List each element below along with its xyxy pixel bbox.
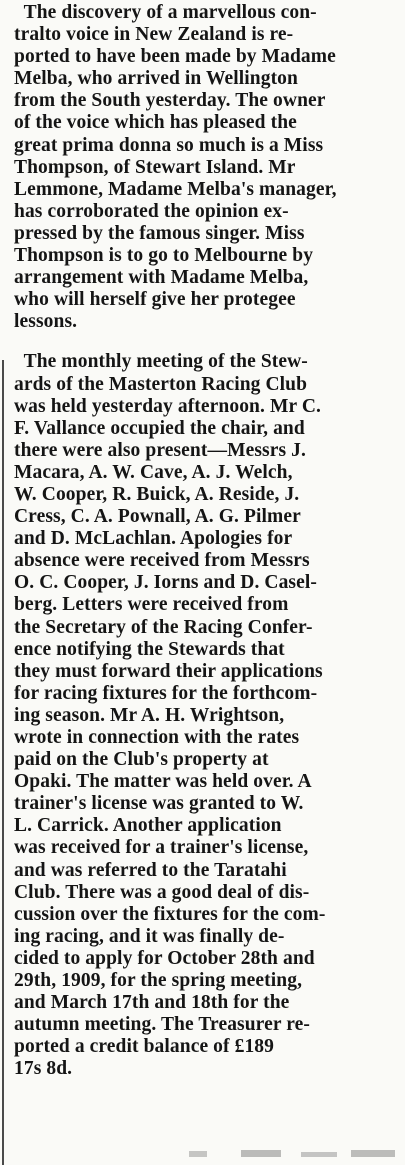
article-line: ence notifying the Stewards that [14, 638, 285, 660]
column-rule [2, 360, 4, 1165]
article-line: Melba, who arrived in Wellington [14, 68, 298, 90]
article-line: and D. McLachlan. Apologies for [14, 528, 293, 550]
article-line: Lemmone, Madame Melba's manager, [14, 178, 337, 200]
article-line: trainer's license was granted to W. [14, 793, 304, 815]
article-line: has corroborated the opinion ex- [14, 200, 289, 222]
article-line: absence were received from Messrs [14, 550, 310, 572]
article-line: they must forward their applications [14, 660, 323, 682]
article-line: was received for a trainer's license, [14, 837, 309, 859]
article-line: ported to have been made by Madame [14, 46, 336, 68]
article-line: berg. Letters were received from [14, 594, 289, 616]
article-line: Thompson is to go to Melbourne by [14, 245, 314, 267]
article-line: was held yesterday afternoon. Mr C. [14, 395, 321, 417]
article-line: ards of the Masterton Racing Club [14, 373, 308, 395]
article-line: who will herself give her protegee [14, 289, 296, 311]
article-melba-contralto [14, 2, 399, 333]
article-line: lessons. [14, 311, 78, 333]
article-line: for racing fixtures for the forthcom- [14, 682, 318, 704]
article-line: from the South yesterday. The owner [14, 90, 326, 112]
article-line: the Secretary of the Racing Confer- [14, 616, 313, 638]
article-line: The monthly meeting of the Stew- [14, 351, 308, 373]
article-line: Thompson, of Stewart Island. Mr [14, 156, 296, 178]
article-line: 17s 8d. [14, 1058, 73, 1080]
article-line: ing season. Mr A. H. Wrightson, [14, 704, 285, 726]
article-line: ported a credit balance of £189 [14, 1036, 274, 1058]
article-line: Club. There was a good deal of dis- [14, 881, 310, 903]
article-line: there were also present—Messrs J. [14, 439, 306, 461]
article-line: arrangement with Madame Melba, [14, 267, 309, 289]
article-line: Macara, A. W. Cave, A. J. Welch, [14, 461, 293, 483]
article-line: W. Cooper, R. Buick, A. Reside, J. [14, 483, 300, 505]
article-line: paid on the Club's property at [14, 749, 269, 771]
article-line: cussion over the fixtures for the com- [14, 903, 326, 925]
article-line: cided to apply for October 28th and [14, 947, 315, 969]
article-line: pressed by the famous singer. Miss [14, 222, 305, 244]
article-masterton-racing-club [14, 351, 399, 1080]
article-line: and March 17th and 18th for the [14, 992, 290, 1014]
article-line: L. Carrick. Another application [14, 815, 282, 837]
article-line: 29th, 1909, for the spring meeting, [14, 970, 303, 992]
article-line: Cress, C. A. Pownall, A. G. Pilmer [14, 506, 301, 528]
article-line: tralto voice in New Zealand is re- [14, 24, 294, 46]
article-line: Opaki. The matter was held over. A [14, 771, 312, 793]
article-line: great prima donna so much is a Miss [14, 134, 324, 156]
article-line: The discovery of a marvellous con- [14, 2, 317, 23]
article-line: wrote in connection with the rates [14, 727, 300, 748]
article-line: O. C. Cooper, J. Iorns and D. Casel- [14, 572, 317, 594]
article-separator [14, 333, 399, 351]
print-smudge-decoration [181, 1147, 401, 1161]
article-line: of the voice which has pleased the [14, 112, 297, 134]
article-line: and was referred to the Taratahi [14, 859, 287, 881]
article-line: autumn meeting. The Treasurer re- [14, 1014, 310, 1036]
article-line: ing racing, and it was finally de- [14, 925, 285, 947]
article-line: F. Vallance occupied the chair, and [14, 417, 305, 439]
